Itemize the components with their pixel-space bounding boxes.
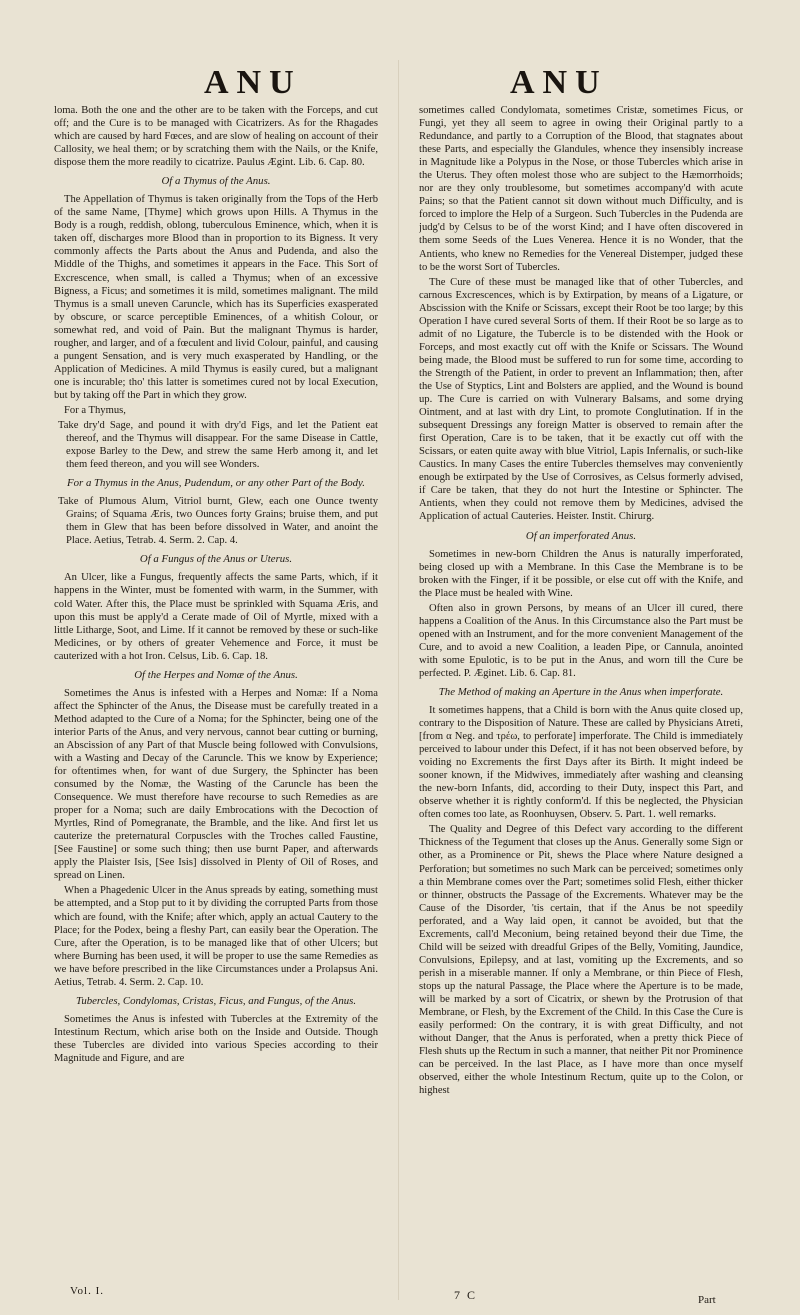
- left-column: [54, 104, 378, 1284]
- paragraph: For a Thymus,: [64, 404, 126, 416]
- section-heading: Of a Thymus of the Anus.: [161, 175, 271, 188]
- section-heading: The Method of making an Aperture in the Anus when imperforate.: [438, 685, 724, 698]
- running-head-right: ANU: [510, 64, 608, 101]
- section-heading: Of the Herpes and Nomæ of the Anus.: [134, 668, 298, 681]
- paragraph: The Cure of these must be managed like that of other Tubercles, and carnous Excrescences, which is by Extirpation, by means of a Ligature, or Abscission with the Knife or Scissars, except their Root be too large; by this Operation I have cured several Sorts of them. If their Root be so large as to admit of no Ligature, the Tubercle is to be distended with the Hook or Forceps, and most exactly cut off with the Knife or Scissars. The Wound being made, the Blood must be suffered to run for some time, according to the Strength of the Patient, in order to prevent an Inflammation; then, after the Use of Styptics, Lint and Bolsters are applied, and the Wound is bound up. The Cure is carried on with Vulnerary Balsams, and some drying Ointment, and at last with dry Lint, to promote Conglutination. If in the subsequent Dressings any foreign Matter is observed to remain after the first Operation, Care is to be taken, that it be exactly cut off with the Scissars, or eaten quite away with blue Vitriol, Lapis Infernalis, or such-like Caustics. In many Cases the entire Tubercles themselves may conveniently enough be extirpated by the Use of Corrosives, as Celsus formerly advised, if Care be taken, that they do not hurt the Intestine or Sphincter. The Antients, when they could not remove them by Medicines, advised the Application of actual Cauteries. Heister. Instit. Chirurg.: [419, 276, 743, 523]
- paragraph: It sometimes happens, that a Child is born with the Anus quite closed up, contrary to the Disposition of Nature. These are called by Physicians Atreti, [from α Neg. and τρέω, to perforate] imperforate. The Child is immediately perceived to labour under this Defect, if it has not been observed before, by voiding no Excrements the first Days after its Birth. It might indeed be sooner known, if the Midwives, immediately after washing and cleansing the new-born Infants, did, according to their Duty, inspect this Part, and observe whether it is rightly conform'd. If this be neglected, the Physician often comes too late, as Roonhuysen, Observ. 5. Part. 1. well remarks.: [419, 704, 743, 821]
- paragraph: Sometimes in new-born Children the Anus is naturally imperforated, being closed up with a Membrane. In this Case the Membrane is to be broken with the Finger, if it be possible, or else cut off with the Knife, and the Place must be healed with Wine.: [419, 548, 743, 599]
- paragraph: Often also in grown Persons, by means of an Ulcer ill cured, there happens a Coalition of the Anus. In this Circumstance also the Part must be opened with an Instrument, and for the more convenient Management of the Cure, and to avoid a new Coalition, a leaden Pipe, or Cannula, anointed with some Epulotic, is to be put in the Anus, and worn till the Cure be perfected. P. Æginet. Lib. 6. Cap. 81.: [419, 602, 743, 679]
- catchword: Part: [698, 1294, 716, 1306]
- paragraph: Sometimes the Anus is infested with a Herpes and Nomæ: If a Noma affect the Sphincter of the Anus, the Disease must be carefully treated in a Method adapted to the Cure of a Noma; for the Sphincter, being one of the interior Parts of the Anus, and very nervous, cannot bear cutting or burning, an Abscission of any Part of that Muscle being followed with Convulsions, with a Wasting and Decay of the Caruncle. This we know by Experience; for oftentimes when, for want of due Surgery, the Sphincter has been consumed by the Nomæ, the Wasting of the Caruncle has been the Consequence. We must therefore have recourse to such Remedies as are proper for a Noma; such are daily Embrocations with the Decoction of Myrtles, Rind of Pomegranate, the Bramble, and the like. And first let us cauterize the preternatural Corpuscles with the Troches called Faustine, [See Faustine] or some such thing; then use burnt Paper, and afterwards apply the Plaister Isis, [See Isis] dissolved in Plenty of Oil of Roses, and spread on Linen.: [54, 687, 378, 882]
- recipe-paragraph: Take dry'd Sage, and pound it with dry'd Figs, and let the Patient eat thereof, and the Thymus will disappear. For the same Disease in Cattle, expose Barley to the Dew, and strew the same Herb among it, and let them feed thereon, and you will see Wonders.: [58, 420, 378, 471]
- running-head-left: ANU: [204, 64, 302, 101]
- signature-mark: 7 C: [454, 1288, 478, 1302]
- right-column: [419, 104, 743, 1284]
- section-heading: For a Thymus in the Anus, Pudendum, or any other Part of the Body.: [67, 477, 365, 490]
- paragraph: An Ulcer, like a Fungus, frequently affects the same Parts, which, if it happens in the Winter, must be fomented with warm, in the Summer, with cold Water. After this, the Place must be sprinkled with Squama Æris, and upon this must be apply'd a Cerate made of Oil of Myrtle, mixed with a little Litharge, Soot, and Lime. If it cannot be removed by these or such-like Medicines, or by others of greater Vehemence and Force, it must be cauterized with a hot Iron. Celsus, Lib. 6. Cap. 18.: [54, 572, 378, 662]
- paragraph: The Quality and Degree of this Defect vary according to the different Thickness of the Tegument that closes up the Anus. Generally some Sign or other, as a Prominence or Pit, shews the Place where Nature designed a Perforation; but sometimes no such Mark can be perceived; sometimes only a thin Membrane comes over the Part; sometimes solid Flesh, either thicker or thinner, obstructs the Passage of the Excrements. Whatever may be the Cause of the Disorder, 'tis certain, that if the Anus be not speedily perforated, and a Way laid open, it cannot be avoided, but that the Excrements, call'd Meconium, being retained beyond their due Time, the Child will be seized with dreadful Gripes of the Belly, Vomiting, Jaundice, Convulsions, Epilepsy, and at last, vomiting up the Excrements, and so perish in a miserable manner. If only a Membrane, or thin Piece of Flesh, stops up the natural Passage, the Place where the Aperture is to be made, will be marked by a sort of Cicatrix, or shewn by the Protrusion of that Membrane, or Flesh, by the Excrement of the Child. In this Case the Cure is easily performed: On the contrary, it is with great Difficulty, and not without Danger, that the Anus is perforated, when a pretty thick Piece of Flesh shuts up the Rectum in such a manner, that neither Pit nor Prominence can be perceived. In the last Place, as I have more than once myself observed, either the whole Intestinum Rectum, quite up to the Colon, or highest: [419, 824, 743, 1097]
- paragraph: When a Phagedenic Ulcer in the Anus spreads by eating, something must be attempted, and a Stop put to it by dividing the corrupted Parts from those which are found, with the Knife; after which, apply an actual Cautery to the Place; for the Podex, being a fleshy Part, can easily bear the Operation. The Cure, after the Operation, is to be managed like that of other Ulcers; but where Burning has been used, it will be proper to use the same Remedies as we have before prescribed in the like Circumstances under a Prolapsus Ani. Aetius, Tetrab. 4. Serm. 2. Cap. 10.: [54, 885, 378, 988]
- page-fold-shadow: [398, 60, 399, 1300]
- section-heading: Of a Fungus of the Anus or Uterus.: [139, 553, 293, 566]
- paragraph: sometimes called Condylomata, sometimes Cristæ, sometimes Ficus, or Fungi, yet they all seem to agree in owing their Original partly to a Redundance, and partly to a Corruption of the Blood, that stagnates about these Parts, and especially the Glandules, whence they insensibly increase in Magnitude like a Polypus in the Nose, or those Tubercles which arise in the Uterus. They often molest those who are subject to the Hæmorrhoids; nor are they only troublesome, but sometimes accompany'd with acute Pains; so that the Patient cannot sit down without much Difficulty, and is forced to implore the Help of a Surgeon. Such Tubercles in the Pudenda are judg'd by Celsus to be of the worst Kind; and I have often discovered in them some Seeds of the Lues Venerea. Hence it is no Wonder, that the Antients, who knew no Remedies for the Venereal Distemper, judged these to be the worst Sort of Tubercles.: [419, 105, 743, 273]
- recipe-paragraph: Take of Plumous Alum, Vitriol burnt, Glew, each one Ounce twenty Grains; of Squama Æris, two Ounces forty Grains; bruise them, and put them in Glew that has been before dissolved in Water, and anoint the Place. Aetius, Tetrab. 4. Serm. 2. Cap. 4.: [58, 496, 378, 547]
- section-heading: Tubercles, Condylomas, Cristas, Ficus, and Fungus, of the Anus.: [75, 994, 357, 1007]
- paragraph: loma. Both the one and the other are to be taken with the Forceps, and cut off; and the Cure is to be managed with Cicatrizers. As for the Rhagades which are caused by hard Fœces, and are slow of healing on account of their Callosity, we heal them; or by scratching them with the Nails, or the Knife, dispose them the more readily to cicatrize. Paulus Ægint. Lib. 6. Cap. 80.: [54, 105, 378, 169]
- volume-mark: Vol. I.: [70, 1285, 104, 1297]
- section-heading: Of an imperforated Anus.: [525, 529, 637, 542]
- paragraph: The Appellation of Thymus is taken originally from the Tops of the Herb of the same Name, [Thyme] which grows upon Hills. A Thymus in the Body is a rough, reddish, oblong, tuberculous Eminence, which, when it is taken off, discharges more Blood than in proportion to its Bigness. It very commonly affects the Parts about the Anus and Pudenda, and also the Middle of the Thighs, and sometimes it appears in the Face. This Sort of Excrescence, when small, is called a Thymus; when of an excessive Bigness, a Ficus; and sometimes it is mild, sometimes malignant. The mild Thymus is a small uneven Caruncle, which has its Superficies exasperated by obscure, or scarce perceptible Eminences, of a whitish Colour, or somewhat red, and void of Pain. But the malignant Thymus is harder, rougher, and larger, and of a fœculent and livid Colour, painful, and causing a pungent Sensation, and is very much exasperated by Handling, or the Application of Medicines. A mild Thymus is easily cured, but a malignant one is incurable; tho' this latter is sometimes cured not by local Execution, but by taking off the Part in which they grow.: [54, 194, 378, 401]
- paragraph: Sometimes the Anus is infested with Tubercles at the Extremity of the Intestinum Rectum, which arise both on the Inside and Outside. Though these Tubercles are divided into various Species according to their Magnitude and Figure, and are: [54, 1013, 378, 1064]
